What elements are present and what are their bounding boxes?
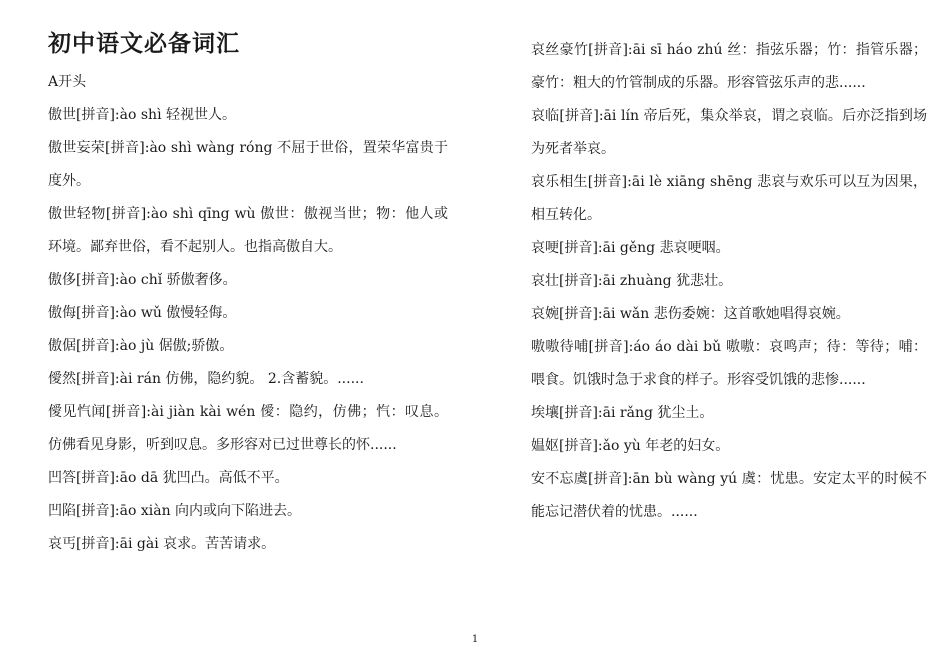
left-column <box>48 28 448 561</box>
vocab-entry: 哀丝豪竹[拼音]:āi sī háo zhú 丝：指弦乐器；竹：指管乐器；豪竹：粗大的竹管制成的乐器。形容管弦乐声的悲...... <box>531 42 927 91</box>
vocab-entry: 僾然[拼音]:ài rán 仿佛，隐约貌。 2.含蓄貌。...... <box>48 371 364 387</box>
page-title: 初中语文必备词汇 <box>48 31 240 57</box>
vocab-entry: 媪妪[拼音]:ǎo yù 年老的妇女。 <box>531 438 730 454</box>
vocab-entry: 哀临[拼音]:āi lín 帝后死，集众举哀，谓之哀临。后亦泛指到场为死者举哀。 <box>531 108 927 157</box>
vocab-entry: 傲侮[拼音]:ào wǔ 傲慢轻侮。 <box>48 305 237 321</box>
vocab-entry: 凹答[拼音]:āo dā 犹凹凸。高低不平。 <box>48 470 289 486</box>
right-column <box>531 34 927 529</box>
vocab-entry: 傲世妄荣[拼音]:ào shì wàng róng 不屈于世俗，置荣华富贵于度外。 <box>48 140 448 189</box>
vocab-entry: 傲世[拼音]:ào shì 轻视世人。 <box>48 107 236 123</box>
vocab-entry: 哀壮[拼音]:āi zhuàng 犹悲壮。 <box>531 273 733 289</box>
section-heading: A开头 <box>48 74 87 90</box>
vocab-entry: 哀哽[拼音]:āi gěng 悲哀哽咽。 <box>531 240 730 256</box>
vocab-entry: 哀婉[拼音]:āi wǎn 悲伤委婉：这首歌她唱得哀婉。 <box>531 306 850 322</box>
vocab-entry: 嗷嗷待哺[拼音]:áo áo dài bǔ 嗷嗷：哀鸣声；待：等待；哺：喂食。饥饿时急于求食的样子。形容受饥饿的悲惨...... <box>531 339 927 388</box>
vocab-entry: 凹陷[拼音]:āo xiàn 向内或向下陷进去。 <box>48 503 302 519</box>
vocab-entry: 哀乐相生[拼音]:āi lè xiāng shēng 悲哀与欢乐可以互为因果，相互转化。 <box>531 174 927 223</box>
vocab-entry: 僾见忾闻[拼音]:ài jiàn kài wén 僾：隐约，仿佛；忾：叹息。仿佛看见身影，听到叹息。多形容对已过世尊长的怀...... <box>48 404 448 453</box>
vocab-entry: 傲倨[拼音]:ào jù 倨傲;骄傲。 <box>48 338 234 354</box>
vocab-entry: 傲侈[拼音]:ào chǐ 骄傲奢侈。 <box>48 272 237 288</box>
vocab-entry: 哀丐[拼音]:āi gài 哀求。苦苦请求。 <box>48 536 276 552</box>
vocab-entry: 安不忘虞[拼音]:ān bù wàng yú 虞：忧患。安定太平的时候不能忘记潜伏着的忧患。...... <box>531 471 927 520</box>
page-number: 1 <box>471 634 479 645</box>
vocab-entry: 埃壤[拼音]:āi rǎng 犹尘土。 <box>531 405 714 421</box>
vocab-entry: 傲世轻物[拼音]:ào shì qīng wù 傲世：傲视当世；物：他人或环境。鄙弃世俗，看不起别人。也指高傲自大。 <box>48 206 448 255</box>
